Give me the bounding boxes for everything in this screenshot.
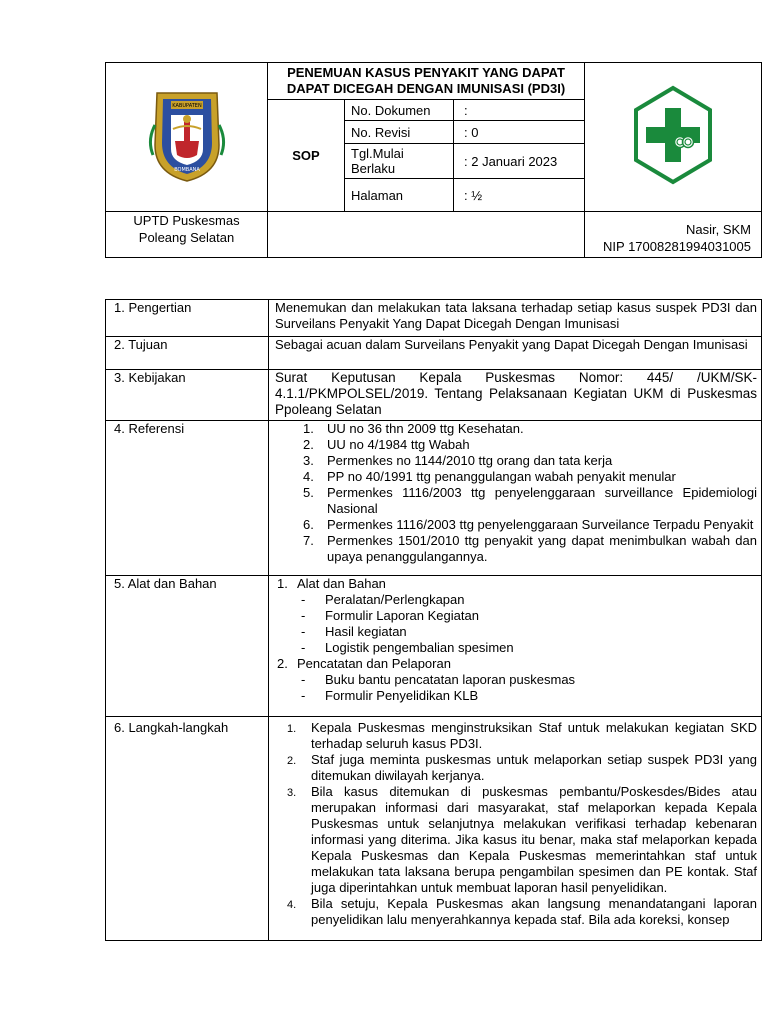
referensi-list-cell (269, 421, 762, 576)
list-item: 3. Bila kasus ditemukan di puskesmas pembantu/Poskesdes/Bides atau merupakan informasi dari masyarakat, staf melaporkan kepada Kepala Puskesmas untuk selanjutnya melakukan verifikasi terhadap kebenaran informasi yang diterima. Jika kasus itu benar, maka staf melaporkan kepada Kepala Puskesmas dan Kepala Puskesmas memerintahkan staf untuk melakukan tata laksana berupa pengambilan spesimen dan PE kontak. Staf juga diperintahkan untuk membuat laporan hasil penyelidikan. (287, 784, 757, 895)
text-tujuan: Sebagai acuan dalam Surveilans Penyakit yang Dapat Dicegah Dengan Imunisasi (269, 337, 762, 370)
list-item: - Peralatan/Perlengkapan (301, 592, 465, 607)
row-pengertian (106, 300, 762, 337)
field-value-page: : ½ (454, 179, 585, 212)
organization-line-2: Poleang Selatan (138, 230, 235, 245)
list-item: - Buku bantu pencatatan laporan puskesmas (301, 672, 576, 687)
referensi-list (275, 421, 757, 565)
sop-label: SOP (268, 100, 345, 212)
field-label-effective-date: Tgl.Mulai Berlaku (345, 144, 454, 179)
row-langkah (106, 717, 762, 941)
field-value-revision: : 0 (454, 121, 585, 144)
organization-name (106, 212, 268, 258)
right-logo-cell (585, 63, 762, 212)
langkah-list (275, 720, 757, 928)
list-item: 2. UU no 4/1984 ttg Wabah (303, 437, 470, 452)
alat-bahan-cell (269, 576, 762, 717)
svg-text:KABUPATEN: KABUPATEN (171, 102, 202, 109)
list-item: 6. Permenkes 1116/2003 ttg penyelenggaraan Surveilance Terpadu Penyakit (303, 517, 754, 532)
field-value-effective-date: : 2 Januari 2023 (454, 144, 585, 179)
label-kebijakan: 3. Kebijakan (106, 370, 269, 421)
list-item: - Formulir Penyelidikan KLB (301, 688, 479, 703)
field-label-page: Halaman (345, 179, 454, 212)
label-referensi: 4. Referensi (106, 421, 269, 576)
field-value-doc-number: : (454, 100, 585, 121)
label-alat-bahan: 5. Alat dan Bahan (106, 576, 269, 717)
puskesmas-logo (630, 84, 716, 186)
label-langkah: 6. Langkah-langkah (106, 717, 269, 941)
list-item: 4. PP no 40/1991 ttg penanggulangan wabah penyakit menular (303, 469, 676, 484)
signer-name: Nasir, SKM (685, 222, 751, 237)
pencatatan-group-title: 2. Pencatatan dan Pelaporan (277, 656, 451, 671)
list-item: 7. Permenkes 1501/2010 ttg penyakit yang dapat menimbulkan wabah dan upaya penanggulangannya. (303, 533, 757, 564)
sop-header-table (105, 62, 762, 258)
field-label-doc-number: No. Dokumen (345, 100, 454, 121)
label-tujuan: 2. Tujuan (106, 337, 269, 370)
list-item: 5. Permenkes 1116/2003 ttg penyelenggaraan surveillance Epidemiologi Nasional (303, 485, 757, 516)
list-item: 1. Kepala Puskesmas menginstruksikan Staf untuk melakukan kegiatan SKD terhadap seluruh kasus PD3I. (287, 720, 757, 751)
organization-line-1: UPTD Puskesmas (133, 213, 240, 228)
langkah-list-cell (269, 717, 762, 941)
field-label-revision: No. Revisi (345, 121, 454, 144)
list-item: - Hasil kegiatan (301, 624, 407, 639)
text-pengertian: Menemukan dan melakukan tata laksana terhadap setiap kasus suspek PD3I dan Surveilans Penyakit Yang Dapat Dicegah Dengan Imunisasi (269, 300, 762, 337)
list-item: 3. Permenkes no 1144/2010 ttg orang dan tata kerja (303, 453, 613, 468)
list-item: - Logistik pengembalian spesimen (301, 640, 514, 655)
row-alat-bahan (106, 576, 762, 717)
document-title: PENEMUAN KASUS PENYAKIT YANG DAPAT DAPAT DICEGAH DENGAN IMUNISASI (PD3I) (268, 63, 585, 100)
alat-group-title: 1. Alat dan Bahan (277, 576, 386, 591)
signer-nip: NIP 17008281994031005 (603, 239, 751, 254)
list-item: 2. Staf juga meminta puskesmas untuk melaporkan setiap suspek PD3I yang ditemukan diwilayah kerjanya. (287, 752, 757, 783)
label-pengertian: 1. Pengertian (106, 300, 269, 337)
bombana-regency-logo (147, 85, 227, 185)
text-kebijakan: Surat Keputusan Kepala Puskesmas Nomor: 445/ /UKM/SK-4.1.1/PKMPOLSEL/2019. Tentang Pelaksanaan Kegiatan UKM di Puskesmas Ppoleang Selatan (269, 370, 762, 421)
left-logo-cell (106, 63, 268, 212)
signer-block (585, 212, 762, 258)
row-referensi (106, 421, 762, 576)
row-kebijakan (106, 370, 762, 421)
signature-space (268, 212, 585, 258)
list-item: 1. UU no 36 thn 2009 ttg Kesehatan. (303, 421, 524, 436)
sop-content-table (105, 299, 762, 941)
row-tujuan (106, 337, 762, 370)
list-item: 4. Bila setuju, Kepala Puskesmas akan langsung menandatangani laporan penyelidikan lalu menyerahkannya kepada staf. Bila ada koreksi, konsep (287, 896, 757, 927)
svg-text:BOMBANA: BOMBANA (173, 166, 200, 173)
list-item: - Formulir Laporan Kegiatan (301, 608, 479, 623)
